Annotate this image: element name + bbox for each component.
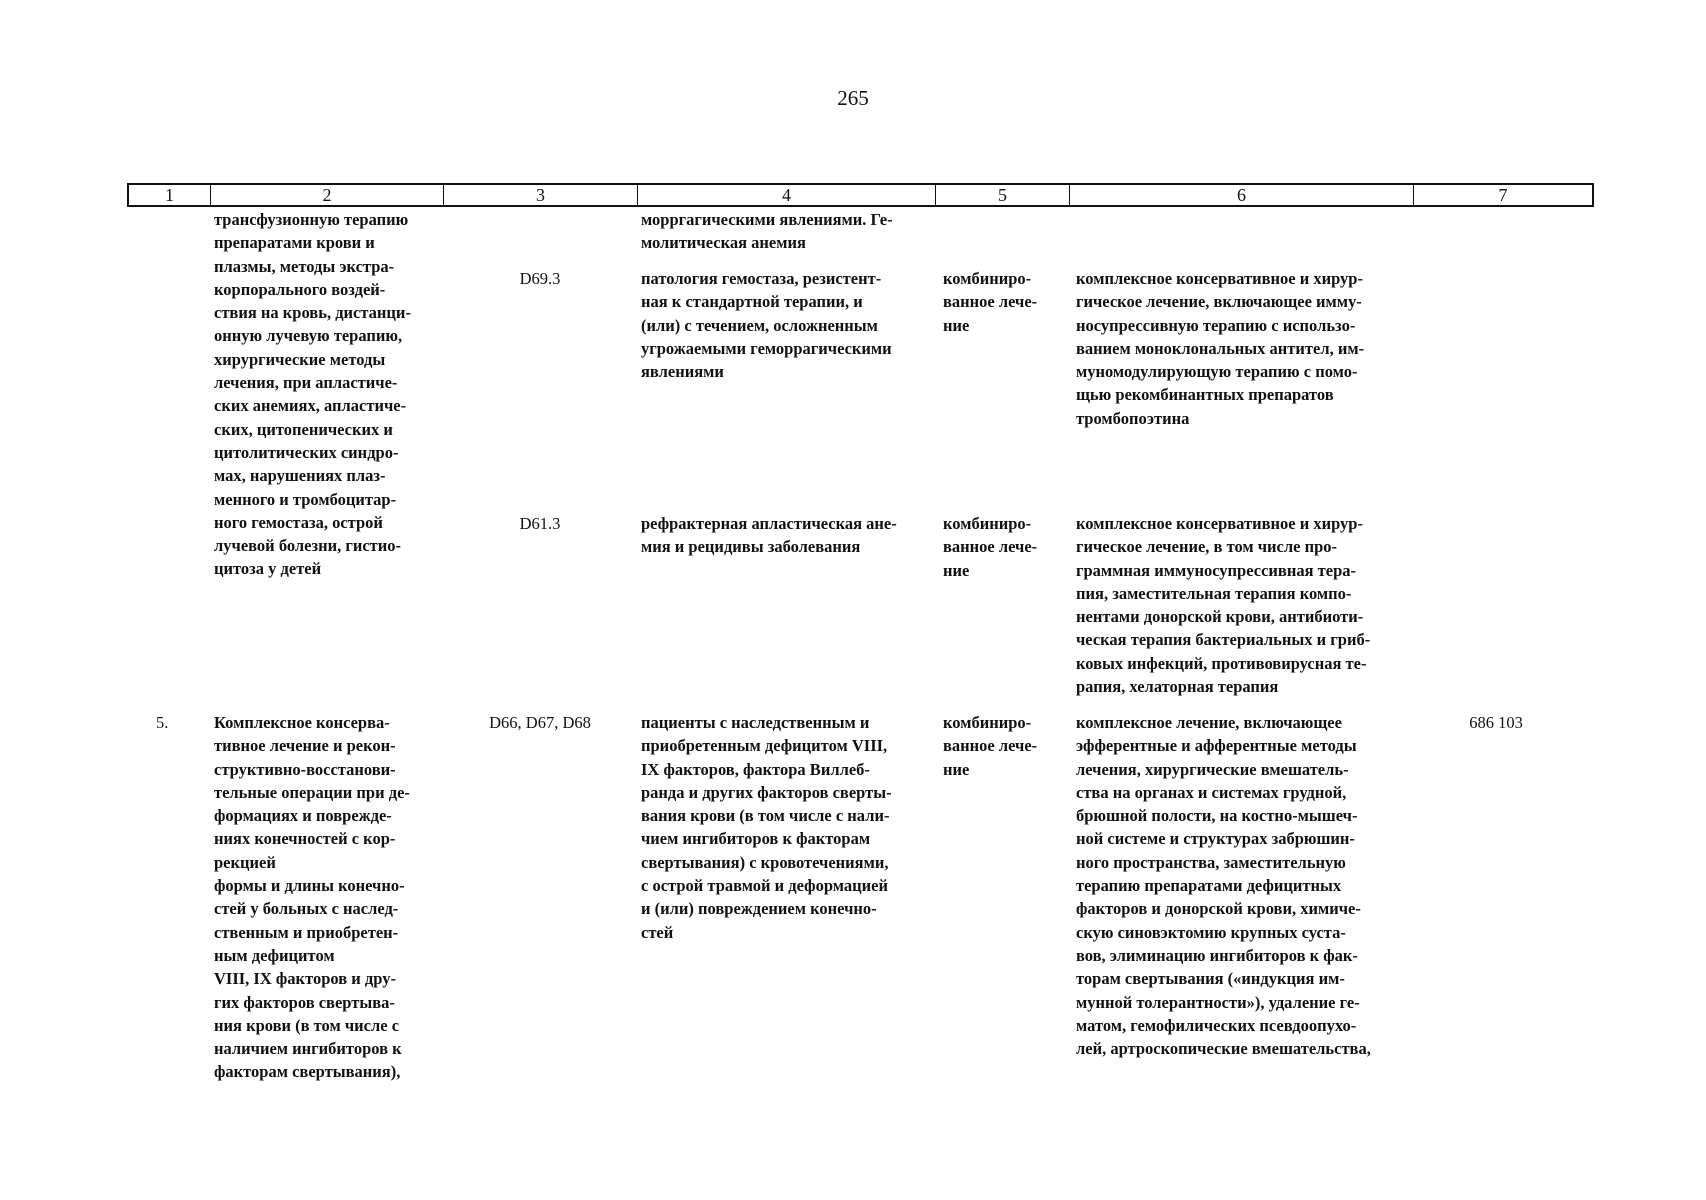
row-3-treatment-method: комплексное лечение, включающее эфферентные и афферентные методы лечения, хирургические вмешатель- ства на органах и системах грудной, брюшной полости, на костно-мышеч- ной системе и структурах забрюшин- ного пространства, заместительную терапию препаратами дефицитных факторов и донорской крови, химиче- скую синовэктомию крупных суста- вов, элиминацию ингибиторов к фак- торам свертывания («индукция им- мунной толерантности»), удаление ге- матом, гемофилических псевдоопухо- лей, артроскопические вмешательства, bbox=[1076, 713, 1371, 1059]
row-2-treatment-type: комбиниро- ванное лече- ние bbox=[943, 514, 1038, 580]
row-3-treatment-type: комбиниро- ванное лече- ние bbox=[943, 713, 1038, 779]
row-3-icd-code: D66, D67, D68 bbox=[489, 713, 591, 732]
row-0-service-description: трансфузионную терапию препаратами крови и плазмы, методы экстра- корпорального воздей- ствия на кровь, дистанци- онную лучевую терапию, хирургические методы лечения, при апластиче- ских анемиях, апластиче- ских, цитопенических и цитолитических синдро- мах, нарушениях плаз- менного и тромбоцитар- ного гемостаза, острой лучевой болезни, гистио- цитоза у детей bbox=[214, 210, 411, 579]
column-number-3: 3 bbox=[443, 185, 637, 205]
column-number-2: 2 bbox=[210, 185, 443, 205]
row-0-patient-model: морргагическими явлениями. Ге- молитическая анемия bbox=[641, 210, 893, 253]
column-number-7: 7 bbox=[1413, 185, 1592, 205]
row-3-item-number: 5. bbox=[156, 713, 169, 732]
row-2-icd-code: D61.3 bbox=[519, 514, 561, 533]
column-number-header bbox=[127, 183, 1594, 207]
column-number-1: 1 bbox=[165, 185, 174, 205]
row-1-patient-model: патология гемостаза, резистент- ная к стандартной терапии, и (или) с течением, осложненным угрожаемыми геморрагическими явлениями bbox=[641, 269, 892, 382]
column-number-5: 5 bbox=[935, 185, 1069, 205]
row-3-patient-model: пациенты с наследственным и приобретенным дефицитом VIII, IX факторов, фактора Виллеб- ранда и других факторов сверты- вания крови (в том числе с нали- чием ингибиторов к факторам свертывания) с кровотечениями, с острой травмой и деформацией и (или) повреждением конечно- стей bbox=[641, 713, 892, 942]
row-2-patient-model: рефрактерная апластическая ане- мия и рецидивы заболевания bbox=[641, 514, 897, 557]
row-1-treatment-type: комбиниро- ванное лече- ние bbox=[943, 269, 1038, 335]
row-3-service-description: Комплексное консерва- тивное лечение и рекон- структивно-восстанови- тельные операции при де- формациях и поврежде- ниях конечностей с кор- рекцией формы и длины конечно- стей у больных с наслед- ственным и приобретен- ным дефицитом VIII, IX факторов и дру- гих факторов свертыва- ния крови (в том числе с наличием ингибиторов к факторам свертывания), bbox=[214, 713, 410, 1082]
row-1-treatment-method: комплексное консервативное и хирур- гическое лечение, включающее имму- носупрессивную терапию с использо- ванием моноклональных антител, им- муномодулирующую терапию с помо- щью рекомбинантных препаратов тромбопоэтина bbox=[1076, 269, 1365, 428]
column-number-4: 4 bbox=[637, 185, 935, 205]
row-2-treatment-method: комплексное консервативное и хирур- гическое лечение, в том числе про- граммная иммуносупрессивная тера- пия, заместительная терапия компо- нентами донорской крови, антибиоти- ческая терапия бактериальных и гриб- ковых инфекций, противовирусная те- рапия, хелаторная терапия bbox=[1076, 514, 1371, 697]
row-1-icd-code: D69.3 bbox=[519, 269, 561, 288]
column-number-6: 6 bbox=[1069, 185, 1413, 205]
row-3-cost: 686 103 bbox=[1469, 713, 1523, 732]
page-number: 265 bbox=[837, 86, 869, 110]
